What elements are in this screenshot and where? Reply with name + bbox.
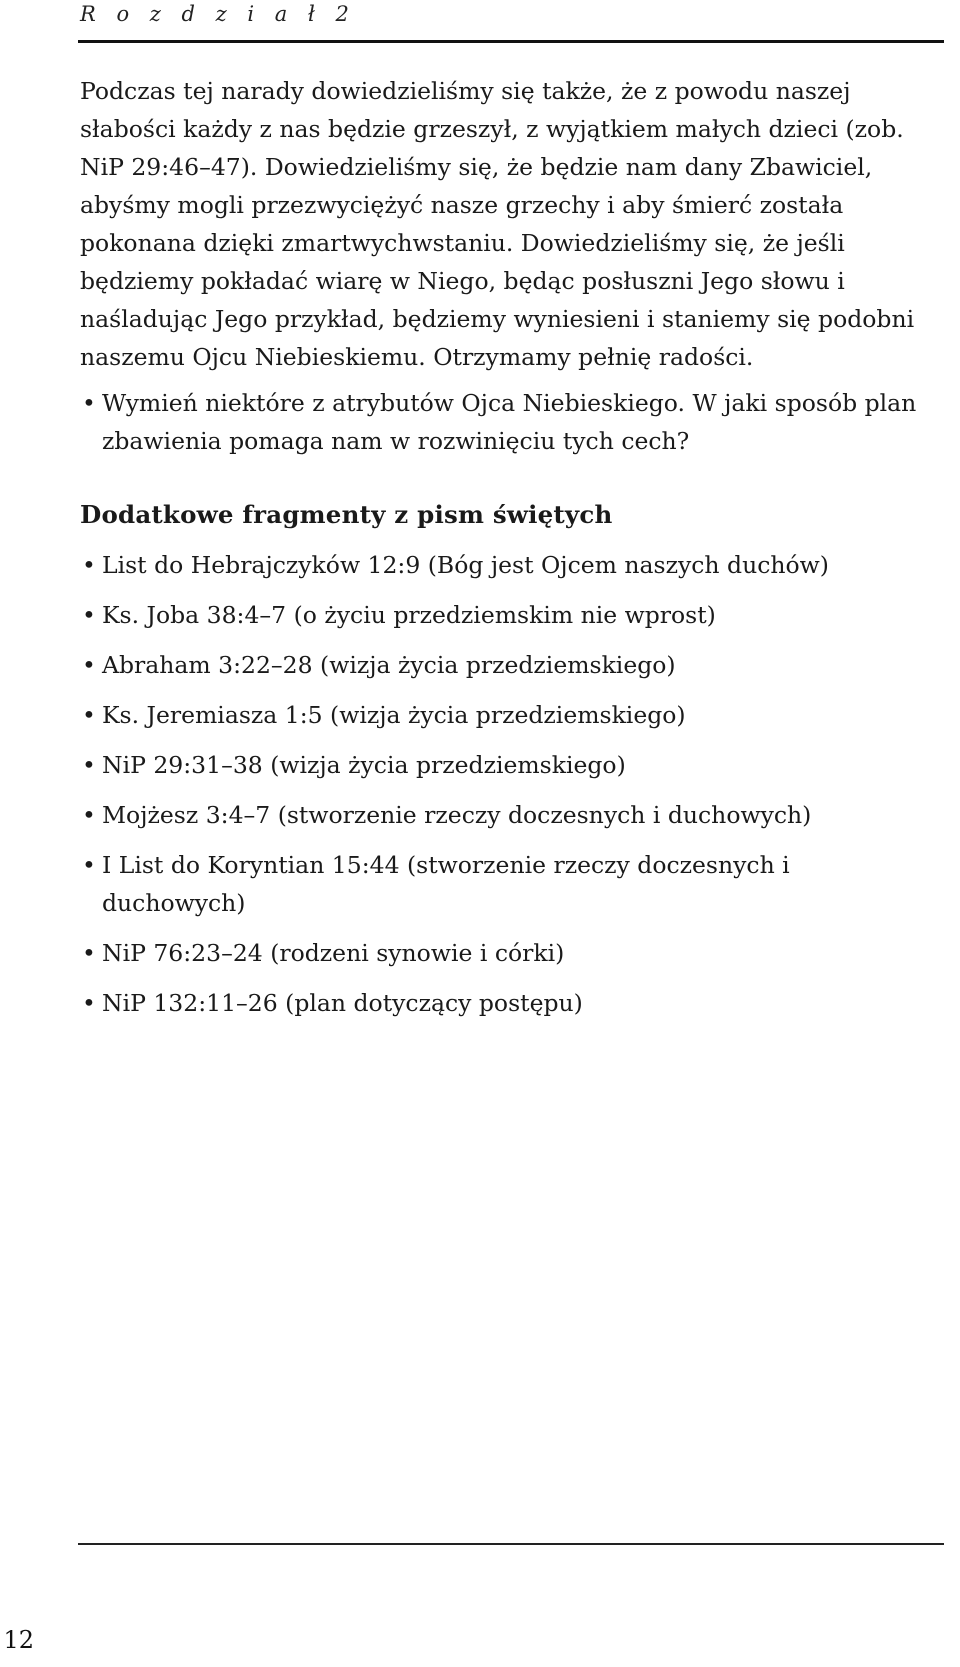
page-number: 12 [3,1626,34,1654]
body-paragraph: Podczas tej narady dowiedzieliśmy się także, że z powodu naszej słabości każdy z nas będzie grzeszył, z wyjątkiem małych dzieci (zob. NiP 29:46–47). Dowiedzieliśmy się, że będzie nam dany Zbawiciel, abyśmy mogli przezwyciężyć nasze grzechy i aby śmierć została pokonana dzięki zmartwychwstaniu. Dowiedzieliśmy się, że jeśli będziemy pokładać wiarę w Niego, będąc posłuszni Jego słowu i naśladując Jego przykład, będziemy wyniesieni i staniemy się podobni naszemu Ojcu Niebieskiemu. Otrzymamy pełnię radości. [80,77,915,371]
header-rule [78,40,944,43]
section-heading: Dodatkowe fragmenty z pism świętych [80,500,613,529]
page-content [80,72,940,1034]
list-item: • Ks. Jeremiasza 1:5 (wizja życia przedziemskiego) [80,696,940,734]
list-item: • List do Hebrajczyków 12:9 (Bóg jest Ojcem naszych duchów) [80,546,940,584]
list-item: • Abraham 3:22–28 (wizja życia przedziemskiego) [80,646,940,684]
chapter-header: R o z d z i a ł 2 [80,2,356,26]
footer-rule [78,1543,944,1545]
list-item: • NiP 76:23–24 (rodzeni synowie i córki) [80,934,940,972]
scripture-list [80,546,940,1022]
list-item: • NiP 29:31–38 (wizja życia przedziemskiego) [80,746,940,784]
discussion-question: • Wymień niektóre z atrybutów Ojca Niebieskiego. W jaki sposób plan zbawienia pomaga nam w rozwinięciu tych cech? [80,384,940,460]
list-item: • NiP 132:11–26 (plan dotyczący postępu) [80,984,940,1022]
list-item: • Ks. Joba 38:4–7 (o życiu przedziemskim nie wprost) [80,596,940,634]
list-item: • I List do Koryntian 15:44 (stworzenie rzeczy doczesnych i duchowych) [80,846,940,922]
list-item: • Mojżesz 3:4–7 (stworzenie rzeczy doczesnych i duchowych) [80,796,940,834]
